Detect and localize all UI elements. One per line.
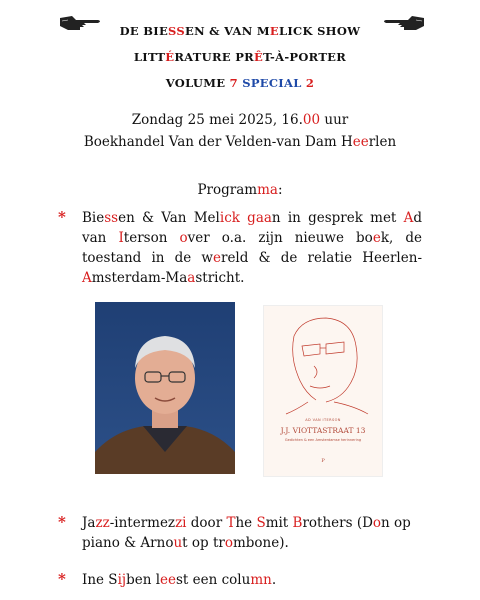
book-author: AD VAN ITERSON bbox=[305, 418, 341, 422]
show-title: DE BIESSEN & VAN MELICK SHOW bbox=[119, 24, 361, 38]
event-date: Zondag 25 mei 2025, 16.00 uur bbox=[131, 112, 349, 128]
publisher-logo: P bbox=[321, 458, 325, 464]
event-venue: Boekhandel Van der Velden-van Dam Heerlen bbox=[83, 134, 397, 150]
bullet-2: * bbox=[58, 513, 66, 531]
volume-line: VOLUME 7 SPECIAL 2 bbox=[165, 76, 315, 90]
book-cover bbox=[264, 306, 382, 476]
book-subtitle: Gedichten & een Amsterdamse herinnering bbox=[284, 438, 362, 442]
program-title: Programma: bbox=[197, 182, 283, 198]
author-portrait-photo bbox=[95, 302, 235, 474]
bullet-1: * bbox=[58, 208, 66, 226]
program-item-2: Jazz-intermezzi door The Smit Brothers (Don op piano & Arnout op trombone). bbox=[82, 515, 411, 551]
program-item-3: Ine Sijben leest een column. bbox=[82, 572, 277, 588]
bullet-3: * bbox=[58, 570, 66, 588]
program-item-1: Biessen & Van Melick gaan in gesprek met Ad van Iterson over o.a. zijn nieuwe boek, de toestand in de wereld & de relatie Heerlen-Amsterdam-Maastricht. bbox=[82, 210, 422, 286]
book-title: J.J. VIOTTASTRAAT 13 bbox=[280, 426, 366, 435]
show-subtitle: LITTÉRATURE PRÊT-À-PORTER bbox=[133, 50, 347, 64]
